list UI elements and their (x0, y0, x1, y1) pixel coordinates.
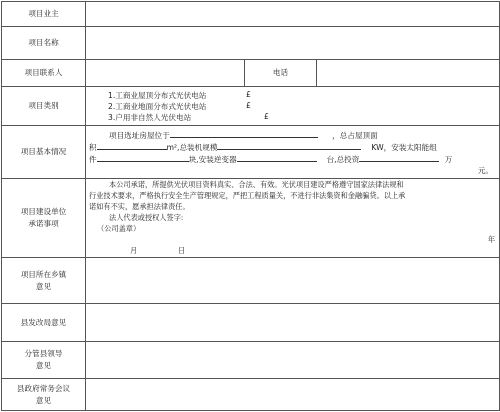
type-option-3-label: 3.户用非自然人光伏电站 (108, 113, 192, 122)
label-name: 项目名称 (2, 27, 86, 60)
promise-line-2: 行业技术要求，严格执行安全生产管理规定，严把工程质量关，不进行非法集资和金融骗贷。以上承 (89, 191, 406, 200)
location-blank[interactable] (170, 129, 318, 138)
row-name (2, 27, 500, 60)
label-owner: 项目业主 (2, 2, 86, 27)
row-dev (2, 304, 500, 342)
row-basic (2, 126, 500, 179)
name-field[interactable] (86, 27, 500, 60)
label-leader-line1: 分管县领导 (24, 349, 63, 358)
dev-opinion-field[interactable] (86, 304, 500, 342)
basic-text-yuan: 元。 (477, 166, 494, 175)
label-promise (2, 179, 86, 258)
row-exec (2, 379, 500, 411)
date-year: 年 (487, 235, 496, 244)
type-option-1-label: 1.工商业屋顶分布式光伏电站 (108, 91, 207, 100)
label-phone: 电话 (245, 60, 317, 87)
basic-text-wan: 万 (444, 155, 453, 164)
company-seal: （公司盖章） (97, 224, 141, 233)
area-blank[interactable] (97, 141, 167, 150)
exec-opinion-field[interactable] (86, 379, 500, 411)
promise-line-3: 诺如有不实，愿承担法律责任。 (89, 202, 190, 211)
contact-field[interactable] (86, 60, 245, 87)
modules-blank[interactable] (97, 153, 189, 162)
type-option-1-checkbox[interactable]: £ (246, 90, 251, 99)
label-leader-line2: 意见 (35, 361, 52, 370)
basic-text-area: 积 (89, 143, 97, 152)
basic-text-invest: 台,总投资 (326, 155, 360, 164)
label-leader (2, 342, 86, 379)
label-town (2, 258, 86, 304)
type-option-2-label: 2.工商业地面分布式光伏电站 (108, 102, 207, 111)
basic-text-capacity: m²,总装机规模 (166, 143, 218, 152)
label-exec (2, 379, 86, 411)
date-month: 月 (130, 246, 138, 255)
type-option-2-checkbox[interactable]: £ (246, 101, 251, 110)
row-promise (2, 179, 500, 258)
row-leader (2, 342, 500, 379)
type-options (86, 87, 500, 126)
owner-field[interactable] (86, 2, 500, 27)
label-town-line1: 项目所在乡镇 (20, 269, 67, 279)
basic-text-pieces: 件 (89, 155, 97, 164)
promise-line-1: 本公司承诺，所提供光伏项目资料真实、合法、有效。光伏项目建设严格遵守国家法律法规和 (109, 180, 404, 189)
row-type (2, 87, 500, 126)
label-town-line2: 意见 (35, 281, 52, 291)
label-promise-line1: 项目建设单位 (20, 207, 67, 216)
label-promise-line2: 承诺事项 (28, 219, 59, 228)
basic-text-location: 项目选址房屋位于 (109, 131, 170, 140)
basic-text-roof: ，总占屋顶面 (332, 131, 378, 140)
signature-prompt: 法人代表或授权人签字: (109, 213, 184, 222)
inverter-blank[interactable] (237, 153, 317, 162)
label-type: 项目类别 (2, 87, 86, 126)
row-contact (2, 60, 500, 87)
phone-field[interactable] (317, 60, 500, 87)
label-exec-line2: 意见 (35, 395, 52, 405)
basic-info (86, 126, 500, 179)
investment-blank[interactable] (359, 153, 439, 162)
leader-opinion-field[interactable] (86, 342, 500, 379)
label-contact: 项目联系人 (2, 60, 86, 87)
row-owner (2, 2, 500, 27)
application-form (1, 1, 500, 411)
basic-text-modules: KW，安装太阳能组 (371, 143, 437, 152)
label-dev: 县发改局意见 (2, 304, 86, 342)
label-basic: 项目基本情况 (2, 126, 86, 179)
town-opinion-field[interactable] (86, 258, 500, 304)
date-day: 日 (178, 246, 186, 255)
basic-text-inverter: 块,安装逆变器 (188, 155, 237, 164)
label-exec-line1: 县政府常务会议 (16, 383, 71, 393)
type-option-3-checkbox[interactable]: £ (264, 112, 269, 121)
row-town (2, 258, 500, 304)
promise-block (86, 179, 500, 258)
capacity-blank[interactable] (217, 141, 361, 150)
